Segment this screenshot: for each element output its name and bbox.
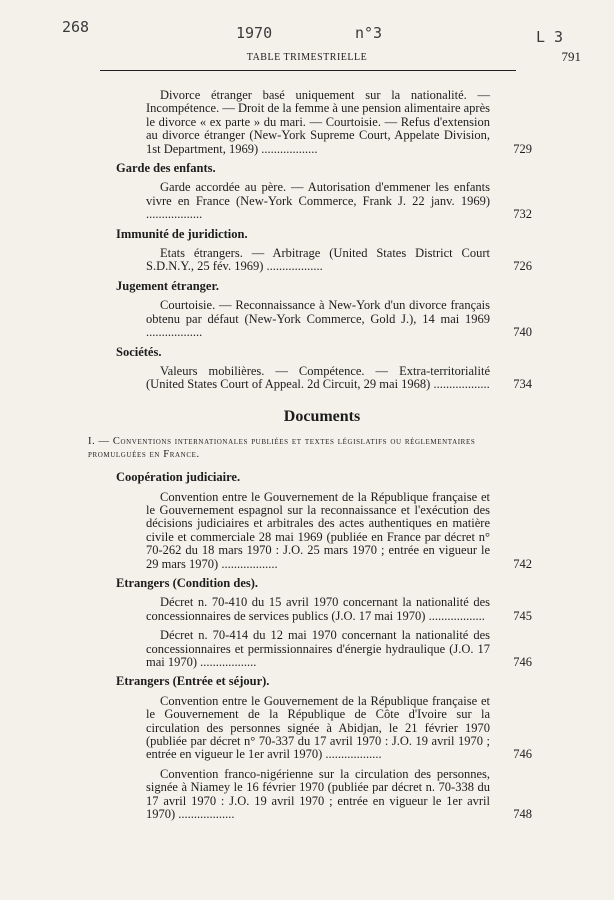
entry-page: 746 [513, 747, 532, 762]
entry-page: 734 [513, 377, 532, 392]
entry-page: 746 [513, 655, 532, 669]
entry-text: Etats étrangers. — Arbitrage (United States District Court S.D.N.Y., 25 fév. 1969) .................. [146, 246, 490, 274]
section-heading: Garde des enfants. [116, 161, 216, 176]
entry-page: 726 [513, 259, 532, 274]
handwritten-issue: n°3 [355, 24, 383, 42]
section-heading: Etrangers (Condition des). [116, 575, 259, 590]
entry-page: 732 [513, 207, 532, 222]
handwritten-number-left: 268 [62, 18, 90, 36]
entry-text: Divorce étranger basé uniquement sur la nationalité. — Incompétence. — Droit de la femme à une pension alimentaire après le divorce « ex parte » du mari. — Courtoisie. — Refus d'extension au divorce étranger (New-York Supreme Court, Appelate Division, 1st Department, 1969) .................. [146, 88, 490, 156]
index-entry [112, 365, 532, 392]
entry-page: 745 [513, 608, 532, 623]
entry-page: 740 [513, 325, 532, 340]
index-entry [112, 596, 532, 623]
entry-text: Convention entre le Gouvernement de la République française et le Gouvernement de la République de Côte d'Ivoire sur la circulation des personnes signée à Abidjan, le 21 février 1970 (publiée par décret n° 70-337 du 17 avril 1970 : J.O. 19 avril 1970 ; entrée en vigueur le 1er avril 1970) .................. [146, 693, 490, 762]
handwritten-year: 1970 [236, 24, 273, 42]
entry-text: Décret n. 70-410 du 15 avril 1970 concernant la nationalité des concessionnaires de services publics (J.O. 17 mai 1970) .................. [146, 595, 490, 623]
entry-text: Courtoisie. — Reconnaissance à New-York d'un divorce français obtenu par défaut (New-York Commerce, Gold J.), 14 mai 1969 .................. [146, 298, 490, 340]
section-heading: Sociétés. [116, 344, 162, 359]
table-content [88, 88, 532, 827]
index-entry [112, 181, 532, 221]
documents-title: Documents [283, 407, 361, 425]
entry-text: Garde accordée au père. — Autorisation d'emmener les enfants vivre en France (New-York Commerce, Frank J. 22 janv. 1969) .................. [146, 180, 490, 222]
index-entry [112, 89, 532, 156]
index-entry [112, 299, 532, 339]
handwritten-code-right: L 3 [536, 28, 564, 46]
header-rule [100, 70, 516, 71]
section-heading: Coopération judiciaire. [116, 470, 241, 485]
running-header-title: TABLE TRIMESTRIELLE [246, 52, 368, 63]
entry-text: Convention franco-nigérienne sur la circulation des personnes, signée à Niamey le 16 février 1970 (publiée par décret n. 70-338 du 17 avril 1970 : J.O. 19 avril 1970 ; entrée en vigueur le 1er avril 1970) .................. [146, 766, 490, 822]
entry-page: 742 [513, 556, 532, 571]
page-number: 791 [561, 49, 581, 64]
index-entry [112, 491, 532, 571]
index-entry [112, 247, 532, 274]
entry-page: 729 [513, 141, 532, 156]
section-heading: Immunité de juridiction. [116, 226, 248, 241]
section-heading: Etrangers (Entrée et séjour). [116, 674, 270, 689]
documents-intro [88, 435, 532, 461]
intro-text: I. — Conventions internationales publiées et textes législatifs ou réglementaires promulguées en France. [88, 436, 476, 461]
entry-text: Convention entre le Gouvernement de la République française et le Gouvernement espagnol sur la reconnaissance et l'exécution des décisions judiciaires et arbitrales des actes authentiques en matière civile et commerciale 28 mai 1969 (publiée en France par décret n° 70-262 du 18 mars 1970 : J.O. 25 mars 1970 ; entrée en vigueur le 29 mars 1970) .................. [146, 489, 490, 571]
index-entry [112, 695, 532, 762]
index-entry [112, 768, 532, 822]
entry-page: 748 [513, 807, 532, 822]
entry-text: Décret n. 70-414 du 12 mai 1970 concernant la nationalité des concessionnaires et permissionnaires d'énergie hydraulique (J.O. 17 mai 1970) .................. [146, 628, 490, 669]
entry-text: Valeurs mobilières. — Compétence. — Extra-territorialité (United States Court of Appeal. 2d Circuit, 29 mai 1968) .................. [146, 363, 490, 392]
section-heading: Jugement étranger. [116, 278, 219, 293]
index-entry [112, 629, 532, 669]
